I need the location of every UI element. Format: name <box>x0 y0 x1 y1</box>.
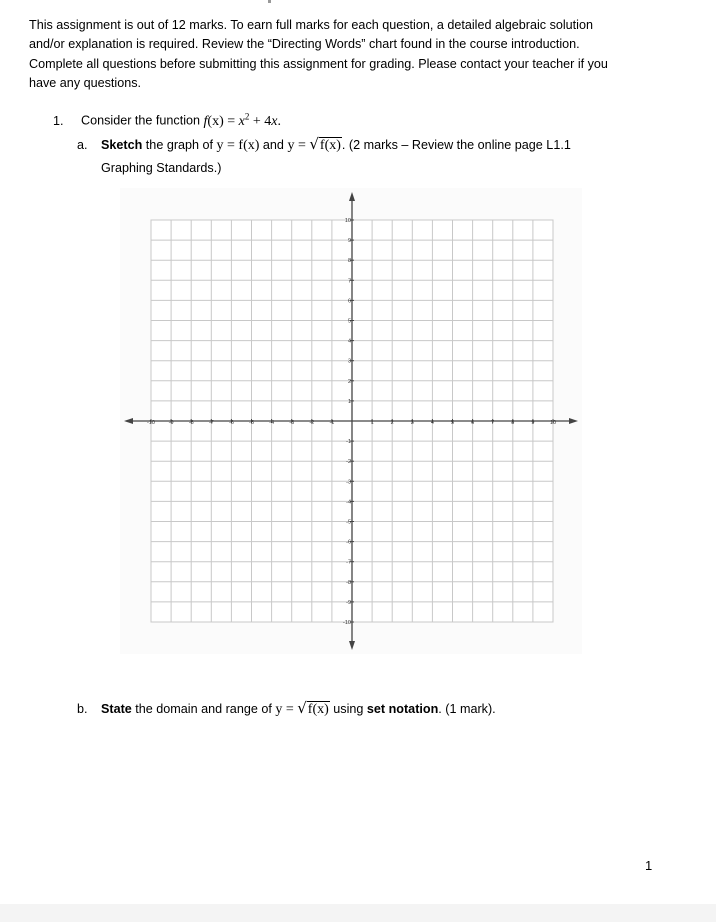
y-tick-label: 9 <box>347 238 351 245</box>
y-tick-label: 8 <box>347 258 351 265</box>
x-tick-label: 3 <box>410 420 414 426</box>
y-axis-arrow-down <box>349 641 355 650</box>
x-tick-label: 7 <box>491 420 495 426</box>
y-tick-label: 2 <box>347 378 351 385</box>
y-tick-label: -5 <box>346 519 351 526</box>
x-axis-arrow-right <box>569 418 578 424</box>
part-b-text: the domain and range of <box>131 702 276 716</box>
x-tick-label: -1 <box>329 420 335 426</box>
part-b-marks: . (1 mark). <box>438 702 496 716</box>
part-b-directive: State <box>101 702 132 716</box>
equation-sqrt-f-b: y = √f(x) <box>275 699 329 717</box>
x-tick-label: 2 <box>390 420 394 426</box>
part-a-directive: Sketch <box>101 138 143 152</box>
graph-area <box>120 188 582 654</box>
x-tick-label: -10 <box>147 420 155 426</box>
x-tick-label: -6 <box>228 420 234 426</box>
y-axis-arrow-up <box>349 192 355 201</box>
part-a-text: the graph of <box>142 138 217 152</box>
top-edge-mark <box>268 0 271 3</box>
y-tick-label: 5 <box>347 318 351 325</box>
page-number: 1 <box>645 858 653 873</box>
x-tick-label: 5 <box>450 420 455 426</box>
x-tick-label: 4 <box>430 420 434 426</box>
x-tick-label: 9 <box>531 420 535 426</box>
y-tick-label: -9 <box>346 599 351 606</box>
y-tick-label: -4 <box>346 499 351 506</box>
x-tick-label: 8 <box>511 420 515 426</box>
intro-line: and/or explanation is required. Review the “Directing Words” chart found in the course introduction. <box>29 37 580 52</box>
equation-sqrt-f: y = √f(x) <box>287 135 341 153</box>
x-tick-label: -9 <box>168 420 174 426</box>
question-text: Consider the function <box>81 113 201 128</box>
x-tick-label: -4 <box>269 420 275 426</box>
question-number: 1. <box>53 113 64 128</box>
y-tick-label: -3 <box>346 479 351 486</box>
x-tick-label: 10 <box>549 420 557 426</box>
x-tick-label: -5 <box>249 420 254 426</box>
x-tick-label: 6 <box>471 420 475 426</box>
y-tick-label: -6 <box>346 539 351 546</box>
part-a-line2: Graphing Standards.) <box>101 161 222 175</box>
intro-line: This assignment is out of 12 marks. To earn full marks for each question, a detailed algebraic solution <box>29 18 593 32</box>
y-tick-label: 3 <box>347 358 351 365</box>
part-a-marks: . (2 marks – Review the online page L1.1 <box>341 138 571 152</box>
coordinate-grid <box>120 188 582 654</box>
equation-f: y = f(x) <box>216 138 260 153</box>
y-tick-label: -1 <box>346 439 351 446</box>
y-tick-label: -8 <box>346 579 351 586</box>
y-tick-label: 6 <box>347 298 351 305</box>
y-tick-label: -10 <box>343 620 351 626</box>
y-tick-label: -7 <box>346 559 351 566</box>
intro-line: Complete all questions before submitting this assignment for grading. Please contact your teacher if you <box>29 56 608 71</box>
set-notation-bold: set notation <box>366 702 439 716</box>
function-definition: $f(x) = x^2 + 4x$. <box>203 111 281 129</box>
intro-line: have any questions. <box>29 76 142 91</box>
y-tick-label: 7 <box>347 278 351 285</box>
part-a-and: and <box>259 138 288 152</box>
part-a-label: a. <box>77 138 88 152</box>
x-tick-label: -3 <box>289 420 295 426</box>
part-b-text2: using <box>329 702 367 716</box>
x-tick-label: -8 <box>188 420 194 426</box>
y-tick-label: -2 <box>346 459 351 466</box>
x-tick-label: 1 <box>370 420 374 426</box>
part-a <box>77 133 667 180</box>
x-tick-label: -2 <box>309 420 315 426</box>
y-tick-label: 1 <box>347 398 351 405</box>
y-tick-label: 10 <box>344 218 351 224</box>
intro-paragraph <box>29 16 669 94</box>
part-b-label: b. <box>77 702 88 716</box>
question-1 <box>53 106 281 132</box>
page-bottom-edge <box>0 904 716 922</box>
part-b <box>77 698 496 720</box>
x-tick-label: -7 <box>208 420 214 426</box>
y-tick-label: 4 <box>347 338 351 345</box>
x-axis-arrow-left <box>124 418 133 424</box>
